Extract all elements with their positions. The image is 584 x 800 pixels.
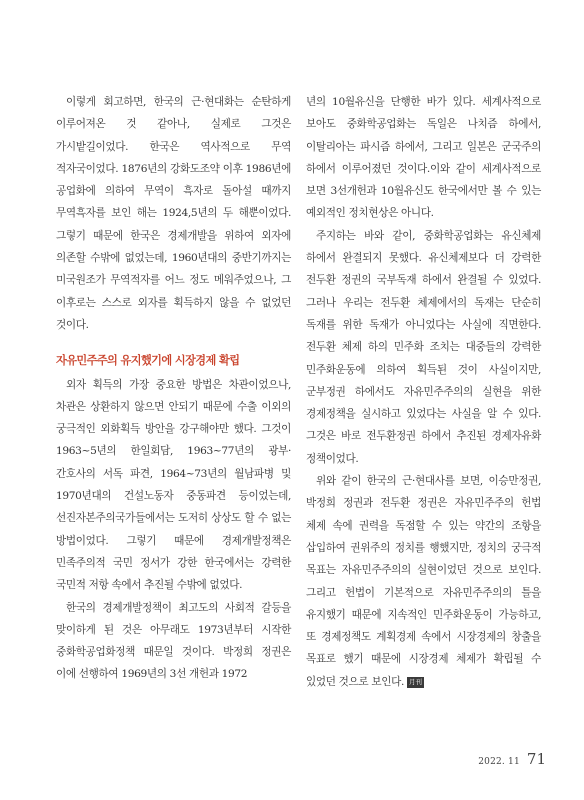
section-heading: 자유민주주의 유지했기에 시장경제 확립 [56,354,240,368]
body-paragraph-text: 위와 같이 한국의 근·현대사를 보면, 이승만정권, 박정희 정권과 전두환 정권은 자유민주주의 헌법 체제 속에 권력을 독점할 수 있는 약간의 조항을 삽입하여 권위주의 정치를 행했지만, 정치의 궁극적 목표는 자유민주주의의 실현이었던 것으로 보인다. 그리고 헌법이 기본적으로 자유민주주의의 틀을 유지했기 때문에 지속적인 민주화운동이 가능하고, 또 경제정책도 계획경제 속에서 시장경제의 창출을 목표로 했기 때문에 시장경제 체제가 확립될 수 있었던 것으로 보인다. [306,475,541,688]
page-footer [478,750,546,768]
end-mark-icon: 月刊 [409,677,423,686]
body-paragraph: 년의 10월유신을 단행한 바가 있다. 세계사적으로 보아도 중화학공업화는 독일은 나치즘 하에서,이탈리아는 파시즘 하에서, 그리고 일본은 군국주의 하에서 이루어졌던 것이다.이와 같이 세계사적으로 보면 3선개헌과 10월유신도 한국에서만 볼 수 있는 예외적인 정치현상은 아니다. [306,96,541,220]
body-paragraph: 주지하는 바와 같이, 중화학공업화는 유신체제 하에서 완결되지 못했다. 유신체제보다 더 강력한 전두환 정권의 국부독재 하에서 완결될 수 있었다. 그러나 우리는 전두환 체제에서의 독재는 단순히 독재를 위한 독재가 아니었다는 사실에 직면한다. 전두환 체제 하의 민주화 조치는 대중들의 강력한 민주화운동에 의하여 획득된 것이 사실이지만, 군부정권 하에서도 자유민주주의의 실현을 위한 경제정책을 실시하고 있었다는 사실을 알 수 있다. 그것은 바로 전두환정권 하에서 추진된 경제자유화 정책이었다. [306,229,541,465]
page-number: 71 [526,750,546,768]
right-column [306,91,541,693]
issue-date: 2022. 11 [478,757,520,767]
body-paragraph [306,470,541,693]
body-paragraph: 이렇게 회고하면, 한국의 근·현대화는 순탄하게 이루어져온 것 같아나, 실제로 그것은 가시밭길이었다. 한국은 역사적으로 무역 적자국이었다. 1876년의 강화도조약 이후 1986년에 공업화에 의하여 무역이 흑자로 돌아설 때까지 무역흑자를 보인 해는 1924,5년의 두 해뿐이었다. 그렇기 때문에 한국은 경제개발을 위하여 외자에 의존할 수밖에 없었는데, 1960년대의 중반기까지는 미국원조가 무역적자를 어느 정도 메워주었으나, 그 이후로는 스스로 외자를 획득하지 않을 수 없었던 것이다. [56,96,291,331]
body-paragraph: 외자 획득의 가장 중요한 방법은 차관이었으나, 차관은 상환하지 않으면 안되기 때문에 수출 이외의 궁극적인 외화획득 방안을 강구해야만 했다. 그것이 1963~5년의 한일회담, 1963~77년의 광부·간호사의 서독 파견, 1964~73년의 월남파병 및 1970년대의 건설노동자 중동파견 등이었는데, 선진자본주의국가들에서는 도저히 상상도 할 수 없는 방법이었다. 그렇기 때문에 경제개발정책은 민족주의적 국민 정서가 강한 한국에서는 강력한 국민적 저항 속에서 추진될 수밖에 없었다. [56,378,291,592]
body-paragraph: 한국의 경제개발정책이 최고도의 사회적 갈등을 맞이하게 된 것은 아무래도 1973년부터 시작한 중화학공업화정책 때문일 것이다. 박정희 정권은 이에 선행하여 1969년의 3선 개헌과 1972 [56,601,291,681]
left-column [56,91,291,686]
